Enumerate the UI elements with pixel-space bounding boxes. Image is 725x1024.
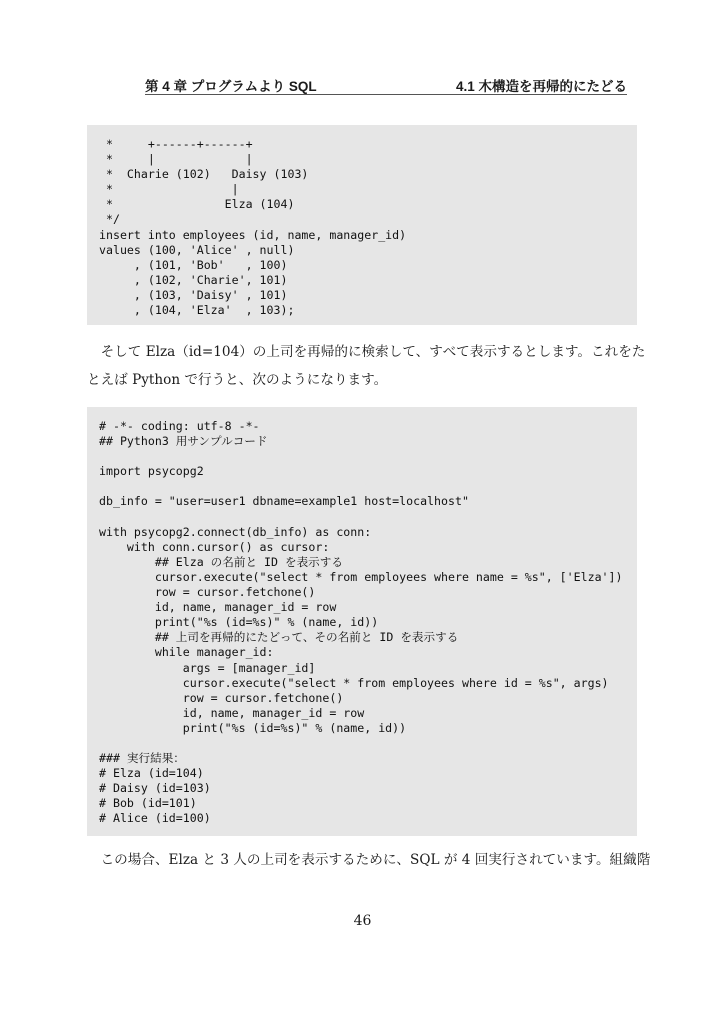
code-line: # Elza (id=104) — [99, 766, 204, 781]
chapter-title: 第 4 章 プログラムより SQL — [145, 79, 317, 94]
code-line: */ — [99, 212, 120, 227]
code-line: ### 実行結果： — [99, 751, 185, 766]
code-line: with conn.cursor() as cursor: — [99, 539, 330, 554]
code-line: * +------+------+ — [99, 137, 253, 151]
code-line: db_info = "user=user1 dbname=example1 host=localhost" — [99, 494, 469, 509]
section-title: 4.1 木構造を再帰的にたどる — [455, 79, 627, 94]
paragraph-line: この場合、Elza と 3 人の上司を表示するために、SQL が 4 回実行されています。組織階 — [87, 852, 651, 868]
code-line: , (102, 'Charie', 101) — [99, 272, 288, 287]
sql-code-block — [87, 125, 637, 325]
code-line: ## Python3 用サンプルコード — [99, 434, 268, 449]
code-line — [99, 479, 637, 494]
code-line: insert into employees (id, name, manager_id) — [99, 227, 407, 242]
code-line: print("%s (id=%s)" % (name, id)) — [99, 720, 407, 735]
code-line: cursor.execute("select * from employees where id = %s", args) — [99, 675, 609, 690]
page-number: 46 — [353, 913, 372, 929]
code-line: * | | — [99, 152, 253, 167]
code-line: row = cursor.fetchone() — [99, 585, 316, 600]
code-line: , (104, 'Elza' , 103); — [99, 303, 295, 318]
code-line: * Charie (102) Daisy (103) — [99, 167, 309, 182]
code-line: ## 上司を再帰的にたどって、その名前と ID を表示する — [99, 630, 459, 645]
paragraph-line: とえば Python で行うと、次のようになります。 — [87, 372, 388, 388]
python-code-block — [87, 407, 637, 836]
code-line: , (103, 'Daisy' , 101) — [99, 287, 288, 302]
code-line: # Daisy (id=103) — [99, 781, 211, 796]
paragraph-line: そして Elza（id=104）の上司を再帰的に検索して、すべて表示するとします。これをた — [87, 344, 646, 360]
code-line: row = cursor.fetchone() — [99, 690, 344, 705]
code-line: # Alice (id=100) — [99, 811, 211, 826]
body-paragraph — [87, 846, 651, 874]
code-line — [99, 736, 637, 751]
body-paragraph — [87, 338, 646, 394]
code-line — [99, 510, 637, 525]
code-line: # Bob (id=101) — [99, 796, 197, 811]
code-line: values (100, 'Alice' , null) — [99, 242, 295, 257]
code-line: with psycopg2.connect(db_info) as conn: — [99, 524, 372, 539]
code-line: * Elza (104) — [99, 197, 295, 212]
running-header — [145, 72, 627, 95]
code-line: * | — [99, 182, 239, 197]
code-line: print("%s (id=%s)" % (name, id)) — [99, 615, 379, 630]
code-line: import psycopg2 — [99, 464, 204, 479]
code-line: id, name, manager_id = row — [99, 600, 337, 615]
code-line: , (101, 'Bob' , 100) — [99, 257, 288, 272]
code-line — [99, 449, 637, 464]
code-line: # -*- coding: utf-8 -*- — [99, 419, 260, 433]
code-line: ## Elza の名前と ID を表示する — [99, 554, 343, 569]
code-line: while manager_id: — [99, 645, 274, 660]
code-line: args = [manager_id] — [99, 660, 316, 675]
code-line: cursor.execute("select * from employees where name = %s", ['Elza']) — [99, 569, 623, 584]
code-line: id, name, manager_id = row — [99, 705, 365, 720]
